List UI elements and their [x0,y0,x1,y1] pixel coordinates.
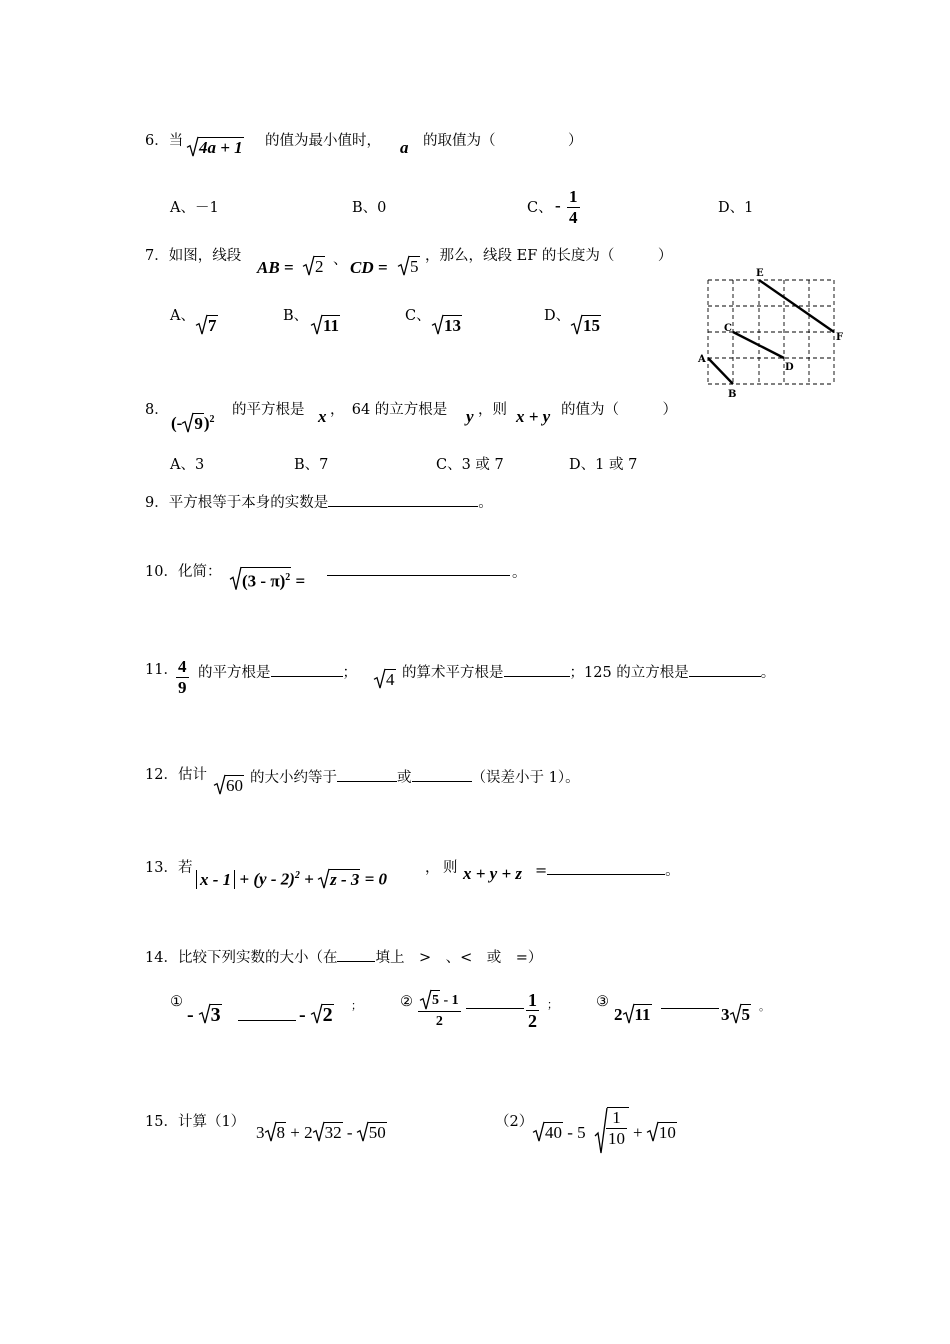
figure-label-b: B [728,389,737,400]
q9-answer-blank[interactable] [328,490,478,507]
radical-sign-icon [311,1003,322,1024]
q7-option-a: A、 [170,308,195,324]
q14-semicolon-2: ； [547,998,558,1011]
q13-number: 13．若 [145,860,193,876]
q11-answer-blank-3[interactable] [689,660,761,677]
q13-equation: x - 1 + (y - 2)$^2$ + z - 3 = 0 [196,866,387,890]
q8-option-b: B、7 [294,457,329,473]
q8-text-2: ， 64 的立方根是 [330,402,448,418]
q15-label-1: 15．计算（1） [145,1114,246,1130]
q11-sqrt: 4 [374,669,396,690]
radical-sign-icon [199,1003,210,1024]
figure-label-e: E [756,268,764,279]
q13-sum: x + y + z [463,864,523,883]
q13-text: 则 [443,860,458,876]
figure-label-a: A [698,354,706,365]
q15-part-2-fraction: $\frac{1}{10}$ [608,1108,625,1148]
q10-expression: (3 - π)$^2$ = [230,567,305,592]
q12-answer-blank-2[interactable] [412,765,472,782]
q7-option-b: B、 [283,308,309,324]
q7-option-d: D、 [544,308,571,324]
radical-sign-icon [647,1121,658,1142]
q12-sqrt: 60 [214,775,244,796]
segment-ab [708,358,733,384]
radical-sign-icon [374,668,385,689]
q6-option-c-label: C、 [527,200,553,216]
radical-sign-icon [533,1121,544,1142]
q12-question: 的大小约等于 或 （误差小于 1）。 [250,765,580,788]
q14-fill-area [337,945,375,962]
q8-option-a: A、3 [170,457,205,473]
q8-text-3: ，则 [478,402,507,418]
radical-sign-icon [318,868,329,889]
q10-end: 。 [512,565,527,581]
q8-option-c: C、3 或 7 [436,457,504,473]
q14-item-2-blank[interactable] [466,1008,524,1009]
q8-number: 8． [145,402,169,418]
q14-item-3-right: 3 5 [721,1005,750,1024]
q15-label-2: （2） [495,1114,534,1130]
figure-label-c: C [724,323,732,334]
q14-item-3-marker: ③ [596,994,609,1010]
q14-semicolon-1: ； [351,999,362,1012]
q11-question: 的平方根是 ； [198,660,357,683]
radical-sign-icon [313,1121,324,1142]
q6-text-2: 的取值为（ ） [423,133,583,149]
q6-option-c-fraction: $\frac{1}{4}$ [569,187,578,227]
q6-option-d: D、1 [718,200,754,216]
radical-sign-icon [432,314,443,335]
q8-expression: (- 9)$^2$ [171,413,215,433]
radical-sign-icon [187,136,198,157]
radical-sign-icon [420,989,431,1010]
q15-part-2-a: 40 - 5 [533,1122,586,1143]
radical-sign-icon [196,314,207,335]
q7-separator: 、 [333,252,348,268]
q7-grid-figure [698,266,846,398]
q10-label: 10．化简： [145,564,222,580]
q6-option-c-sign: - [555,196,561,215]
q13-comma: ， [425,860,440,876]
q6-sqrt: 4a + 1 [187,137,244,158]
q7-option-a-sqrt: 7 [196,315,218,336]
q11-question-2: 的算术平方根是 ；125 的立方根是 。 [402,660,775,683]
q14-item-2-left: $\frac{5 - 1}{2}$ [418,990,461,1032]
q7-cd: CD = [350,258,388,277]
q14-end: 。 [759,1000,770,1013]
q15-part-2-b: + 10 [633,1123,676,1142]
q13-answer: = 。 [535,858,680,881]
q6-option-b: B、0 [352,200,387,216]
q11-fraction: $\frac{4}{9}$ [178,657,187,697]
q9-question: 9．平方根等于本身的实数是 。 [145,490,493,513]
radical-sign-icon [303,255,314,276]
q14-item-3-left: 2 11 [614,1005,651,1024]
q8-y: y [466,407,474,426]
q7-option-c: C、 [405,308,431,324]
radical-sign-icon [230,566,241,591]
q14-item-1-right: - 2 [299,1004,333,1026]
q7-cd-sqrt: 5 [398,256,420,277]
q14-question: 14．比较下列实数的大小（在 填上 > 、< 或 =） [145,945,542,968]
radical-sign-icon [265,1121,276,1142]
q15-part-1: 3 8 + 2 32 - 50 [256,1123,386,1142]
q7-number: 7．如图，线段 [145,248,242,264]
q10-answer-blank[interactable] [327,575,510,576]
radical-sign-icon [623,1003,634,1024]
q14-item-2-marker: ② [400,994,413,1010]
q14-item-3-blank[interactable] [661,1008,719,1009]
q8-sum: x + y [516,407,551,426]
q11-answer-blank-1[interactable] [271,660,343,677]
radical-sign-icon [398,255,409,276]
q8-text-4: 的值为（ ） [561,402,677,418]
q7-ab-sqrt: 2 [303,256,325,277]
q14-item-1-blank[interactable] [238,1020,296,1021]
radical-sign-icon [730,1003,741,1024]
q7-option-d-sqrt: 15 [571,315,601,336]
radical-sign-icon [182,412,193,433]
q8-text-1: 的平方根是 [232,402,305,418]
q7-ab: AB = [257,258,294,277]
q13-answer-blank[interactable] [547,858,665,875]
q11-number: 11． [145,662,178,678]
segment-cd [733,332,784,358]
q14-item-1-left: - 3 [187,1004,221,1026]
radical-sign-icon [357,1121,368,1142]
q7-text: ，那么，线段 EF 的长度为（ ） [425,248,673,264]
q7-option-b-sqrt: 11 [311,315,340,336]
q6-option-a: A、－1 [170,200,219,216]
q8-x: x [318,407,327,426]
q6-variable: a [400,138,409,157]
q12-answer-blank-1[interactable] [337,765,397,782]
radical-sign-icon [571,314,582,335]
radical-sign-icon [214,774,225,795]
q14-item-1-marker: ① [170,994,183,1010]
q7-option-c-sqrt: 13 [432,315,462,336]
radical-sign-icon [311,314,322,335]
figure-label-f: F [836,332,844,343]
figure-label-d: D [785,362,794,373]
q8-option-d: D、1 或 7 [569,457,638,473]
q6-text-1: 的值为最小值时， [265,133,381,149]
q11-answer-blank-2[interactable] [504,660,570,677]
q14-item-2-right: $\frac{1}{2}$ [528,990,537,1031]
q6-number: 6．当 [145,133,184,149]
q12-number: 12．估计 [145,767,207,783]
